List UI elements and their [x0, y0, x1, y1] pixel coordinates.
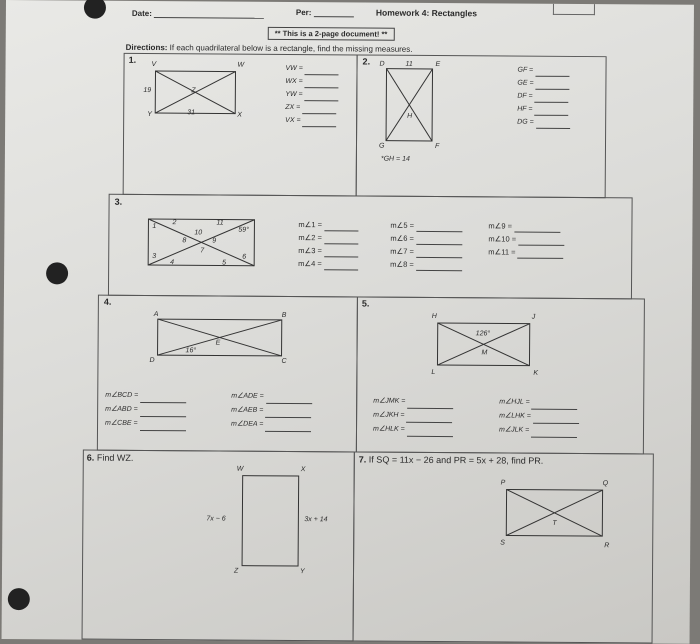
problem-2-figure [386, 69, 433, 141]
p3-col2: m∠5 = m∠6 = m∠7 = m∠8 = [390, 219, 462, 271]
p1-vertex-z: Z [191, 87, 196, 95]
p2-vertex-e: E [435, 61, 441, 69]
p1-vertex-w: W [237, 61, 245, 69]
p1-vertex-x: X [237, 111, 242, 119]
p3-angle-8: 8 [182, 237, 187, 245]
period-label: Per: [295, 8, 312, 18]
p3-angle-4: 4 [170, 259, 175, 267]
p5-vertex-l: L [431, 368, 436, 377]
p2-measure-hf: HF = [517, 103, 570, 116]
p2-vertex-g: G [378, 142, 385, 150]
p2-top-11: 11 [405, 60, 413, 68]
p2-measure-ge: GE = [517, 77, 570, 90]
period-blank[interactable] [314, 16, 354, 17]
problem-2-number: 2. [362, 56, 371, 67]
answer-blank[interactable] [140, 423, 186, 431]
p3-angle-2: 2 [172, 219, 177, 227]
p7-vertex-p: P [500, 479, 506, 487]
date-blank[interactable] [154, 17, 264, 19]
p3-angle-6: 6 [242, 253, 247, 261]
p2-given: *GH = 14 [380, 155, 410, 163]
p1-measure-zx: ZX = [285, 101, 338, 114]
answer-blank[interactable] [531, 430, 577, 438]
p3-col1: m∠1 = m∠2 = m∠3 = m∠4 = [298, 218, 358, 270]
problem-4-number: 4. [103, 296, 112, 307]
answer-blank[interactable] [517, 251, 563, 259]
p3-angle-11: 11 [216, 219, 224, 227]
answer-blank[interactable] [324, 236, 358, 244]
worksheet-page [2, 0, 694, 644]
p1-measures [285, 62, 339, 127]
score-box [553, 4, 595, 15]
p6-vertex-y: Y [299, 568, 305, 576]
p3-angle-7: 7 [200, 247, 205, 255]
p4-vertex-c: C [281, 357, 287, 365]
page-title: Homework 4: Rectangles [375, 7, 478, 19]
p4-given-16: 16° [185, 347, 197, 355]
p4-col1: m∠BCD = m∠ABD = m∠CBE = [105, 389, 186, 432]
p3-angle-10: 10 [194, 229, 203, 237]
p2-measure-df: DF = [517, 90, 570, 103]
binder-hole-bottom [8, 588, 30, 610]
problem-6-header: 6. Find WZ. [86, 452, 134, 463]
p7-vertex-r: R [604, 542, 610, 550]
answer-blank[interactable] [305, 80, 339, 88]
p5-vertex-j: J [531, 313, 536, 321]
problem-6-prompt: Find WZ. [96, 452, 134, 463]
p6-vertex-w: W [236, 465, 244, 473]
p5-vertex-k: K [533, 369, 539, 377]
problem-6-cell [82, 450, 355, 642]
date-label: Date: [131, 8, 152, 19]
p4-vertex-e: E [215, 339, 221, 347]
p5-col1: m∠JMK = m∠JKH = m∠HLK = [373, 395, 453, 438]
p1-vertex-y: Y [147, 110, 152, 119]
p4-col2: m∠ADE = m∠AEB = m∠DEA = [231, 390, 312, 433]
p7-vertex-t: T [552, 519, 557, 527]
p5-given-126: 126° [475, 330, 491, 338]
p2-measure-gf: GF = [517, 64, 570, 77]
problem-6-figure [242, 476, 299, 566]
answer-blank[interactable] [407, 429, 453, 437]
p5-vertex-h: H [431, 312, 437, 321]
binder-hole-top [84, 0, 106, 19]
problem-4-figure [158, 319, 282, 356]
p6-left-expression: 7x − 6 [206, 515, 226, 523]
p6-vertex-z: Z [233, 567, 239, 575]
p3-angle-9: 9 [212, 237, 217, 245]
problem-3-number: 3. [114, 196, 123, 207]
p5-vertex-m: M [481, 349, 488, 357]
p4-vertex-b: B [281, 311, 287, 319]
answer-blank[interactable] [535, 69, 569, 77]
p2-measure-dg: DG = [517, 116, 570, 129]
p1-measure-vx: VX = [285, 114, 338, 127]
answer-blank[interactable] [265, 424, 311, 432]
problem-7-figure [506, 490, 602, 537]
answer-blank[interactable] [305, 93, 339, 101]
p1-vertex-v: V [151, 61, 157, 69]
p2-vertex-h: H [407, 112, 413, 120]
answer-blank[interactable] [302, 119, 336, 127]
p3-angle-3: 3 [152, 253, 157, 261]
p4-vertex-a: A [153, 311, 159, 319]
directions-label: Directions: [125, 42, 168, 53]
answer-blank[interactable] [324, 249, 358, 257]
p1-diag-31: 31 [187, 109, 196, 117]
answer-blank[interactable] [305, 67, 339, 75]
p2-vertex-d: D [379, 60, 385, 68]
answer-blank[interactable] [416, 263, 462, 271]
two-page-notice: ** This is a 2-page document! ** [268, 27, 395, 41]
answer-blank[interactable] [536, 121, 570, 129]
p1-measure-vw: VW = [285, 62, 338, 75]
p2-vertex-f: F [434, 142, 440, 151]
problem-7-prompt: If SQ = 11x − 26 and PR = 5x + 28, find PR. [368, 454, 544, 466]
answer-blank[interactable] [536, 82, 570, 90]
p3-given-59: 59° [238, 226, 250, 234]
problem-5-number: 5. [361, 298, 370, 309]
p1-side-19: 19 [143, 86, 152, 95]
answer-blank[interactable] [324, 262, 358, 270]
problem-1-number: 1. [128, 54, 137, 65]
p3-angle-1: 1 [152, 223, 157, 231]
p7-vertex-s: S [500, 539, 505, 547]
p4-vertex-d: D [149, 357, 155, 365]
p7-vertex-q: Q [602, 480, 609, 488]
p6-right-expression: 3x + 14 [304, 516, 328, 524]
p2-measures [517, 64, 570, 129]
answer-blank[interactable] [535, 95, 569, 103]
p6-vertex-x: X [300, 466, 306, 474]
answer-blank[interactable] [324, 223, 358, 231]
problem-7-header: 7. If SQ = 11x − 26 and PR = 5x + 28, find PR. [358, 454, 544, 466]
answer-blank[interactable] [534, 108, 568, 116]
p1-measure-wx: WX = [285, 75, 338, 88]
p1-measure-yw: YW = [285, 88, 338, 101]
p5-col2: m∠HJL = m∠LHK = m∠JLK = [499, 395, 579, 438]
p3-angle-5: 5 [222, 259, 227, 267]
p3-col3: m∠9 = m∠10 = m∠11 = [488, 219, 564, 259]
binder-hole-middle [46, 262, 68, 284]
answer-blank[interactable] [302, 106, 336, 114]
directions-text: If each quadrilateral below is a rectangle, find the missing measures. [169, 43, 413, 54]
